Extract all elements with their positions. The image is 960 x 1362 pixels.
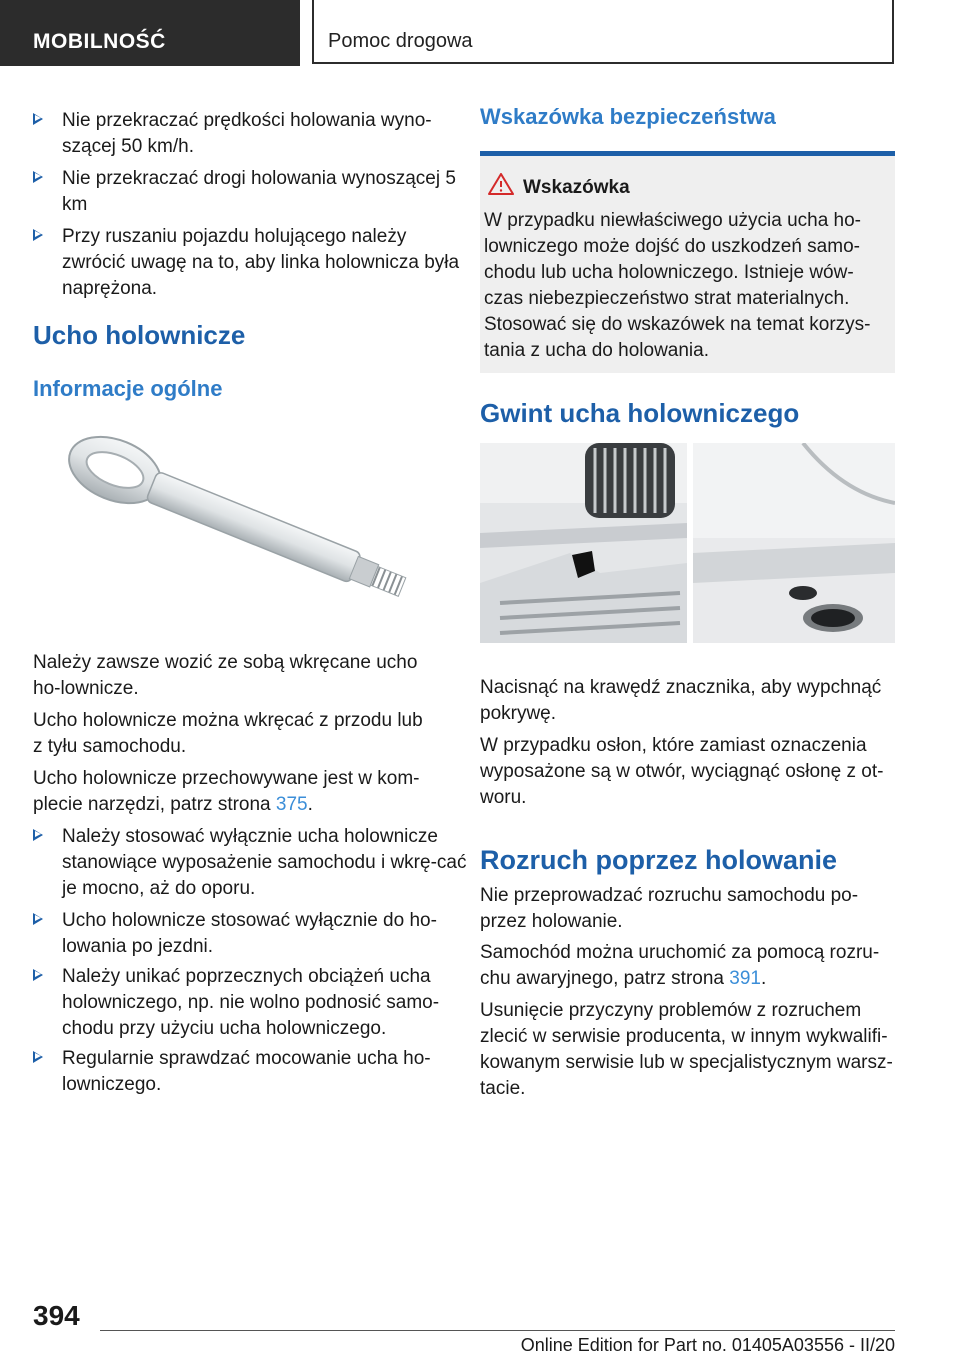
bullet-triangle-icon — [33, 829, 43, 841]
chapter-title: Pomoc drogowa — [328, 30, 473, 52]
page-link[interactable]: 375 — [275, 794, 308, 815]
paragraph: Usunięcie przyczyny problemów z rozruchem zlecić w serwisie producenta, w innym wykwalifi-kowanym serwisie lub w specjalistycznym warsz-tacie. — [480, 1000, 893, 1099]
warning-title: Wskazówka — [523, 177, 630, 198]
paragraph: Nacisnąć na krawędź znacznika, aby wypchnąć pokrywę. — [480, 677, 882, 724]
section-title: MOBILNOŚĆ — [33, 30, 166, 53]
paragraph: Ucho holownicze można wkręcać z przodu lub z tyłu samochodu. — [33, 710, 423, 757]
page-number: 394 — [33, 1300, 80, 1331]
list-item: Nie przekraczać prędkości holowania wyno-szącej 50 km/h. — [33, 108, 477, 160]
section-tab — [0, 0, 300, 66]
warning-box — [480, 151, 895, 373]
section-heading: Gwint ucha holowniczego — [480, 398, 800, 428]
bullet-triangle-icon — [33, 171, 43, 183]
bullet-triangle-icon — [33, 113, 43, 125]
paragraph: Ucho holownicze przechowywane jest w kom-plecie narzędzi, patrz strona 375. — [33, 768, 420, 815]
paragraph: Samochód można uruchomić za pomocą rozru-chu awaryjnego, patrz strona 391. — [480, 942, 880, 989]
safety-heading: Wskazówka bezpieczeństwa — [480, 104, 776, 129]
list-item: Należy stosować wyłącznie ucha holownicze stanowiące wyposażenie samochodu i wkrę-cać je mocno, aż do oporu. — [33, 824, 477, 902]
bullet-triangle-icon — [33, 969, 43, 981]
footer-divider — [100, 1330, 895, 1331]
bullet-triangle-icon — [33, 913, 43, 925]
list-item: Regularnie sprawdzać mocowanie ucha ho-lowniczego. — [33, 1046, 477, 1098]
subsection-heading: Informacje ogólne — [33, 376, 223, 401]
warning-triangle-icon — [488, 173, 514, 195]
edition-note: Online Edition for Part no. 01405A03556 - II/20 — [520, 1335, 895, 1355]
chapter-tab — [312, 0, 894, 64]
paragraph: Nie przeprowadzać rozruchu samochodu po-przez holowanie. — [480, 885, 859, 932]
bullet-triangle-icon — [33, 1051, 43, 1063]
car-rear-image — [693, 443, 895, 643]
list-item: Należy unikać poprzecznych obciążeń ucha holowniczego, np. nie wolno podnosić samo-chodu przy użyciu ucha holowniczego. — [33, 964, 477, 1042]
page-link[interactable]: 391 — [729, 968, 761, 989]
bullet-triangle-icon — [33, 229, 43, 241]
list-item: Nie przekraczać drogi holowania wynoszącej 5 km — [33, 166, 477, 218]
list-item: Ucho holownicze stosować wyłącznie do ho-lowania po jezdni. — [33, 908, 477, 960]
warning-text: W przypadku niewłaściwego użycia ucha ho-lowniczego może dojść do uszkodzeń samo-chodu lub ucha holowniczego. Istnieje wów-czas niebezpieczeństwo strat materialnych. Stosować się do wskazówek na temat korzys-tania z ucha do holowania. — [484, 210, 871, 361]
paragraph: Należy zawsze wozić ze sobą wkręcane ucho ho-lownicze. — [33, 652, 418, 699]
section-heading: Rozruch poprzez holowanie — [480, 845, 838, 875]
tow-hook-image — [55, 425, 445, 625]
section-heading: Ucho holownicze — [33, 320, 246, 350]
list-item: Przy ruszaniu pojazdu holującego należy zwrócić uwagę na to, aby linka holownicza była naprężona. — [33, 224, 462, 302]
paragraph: W przypadku osłon, które zamiast oznaczenia wyposażone są w otwór, wyciągnąć osłonę z ot-woru. — [480, 735, 884, 808]
car-front-image — [480, 443, 687, 643]
